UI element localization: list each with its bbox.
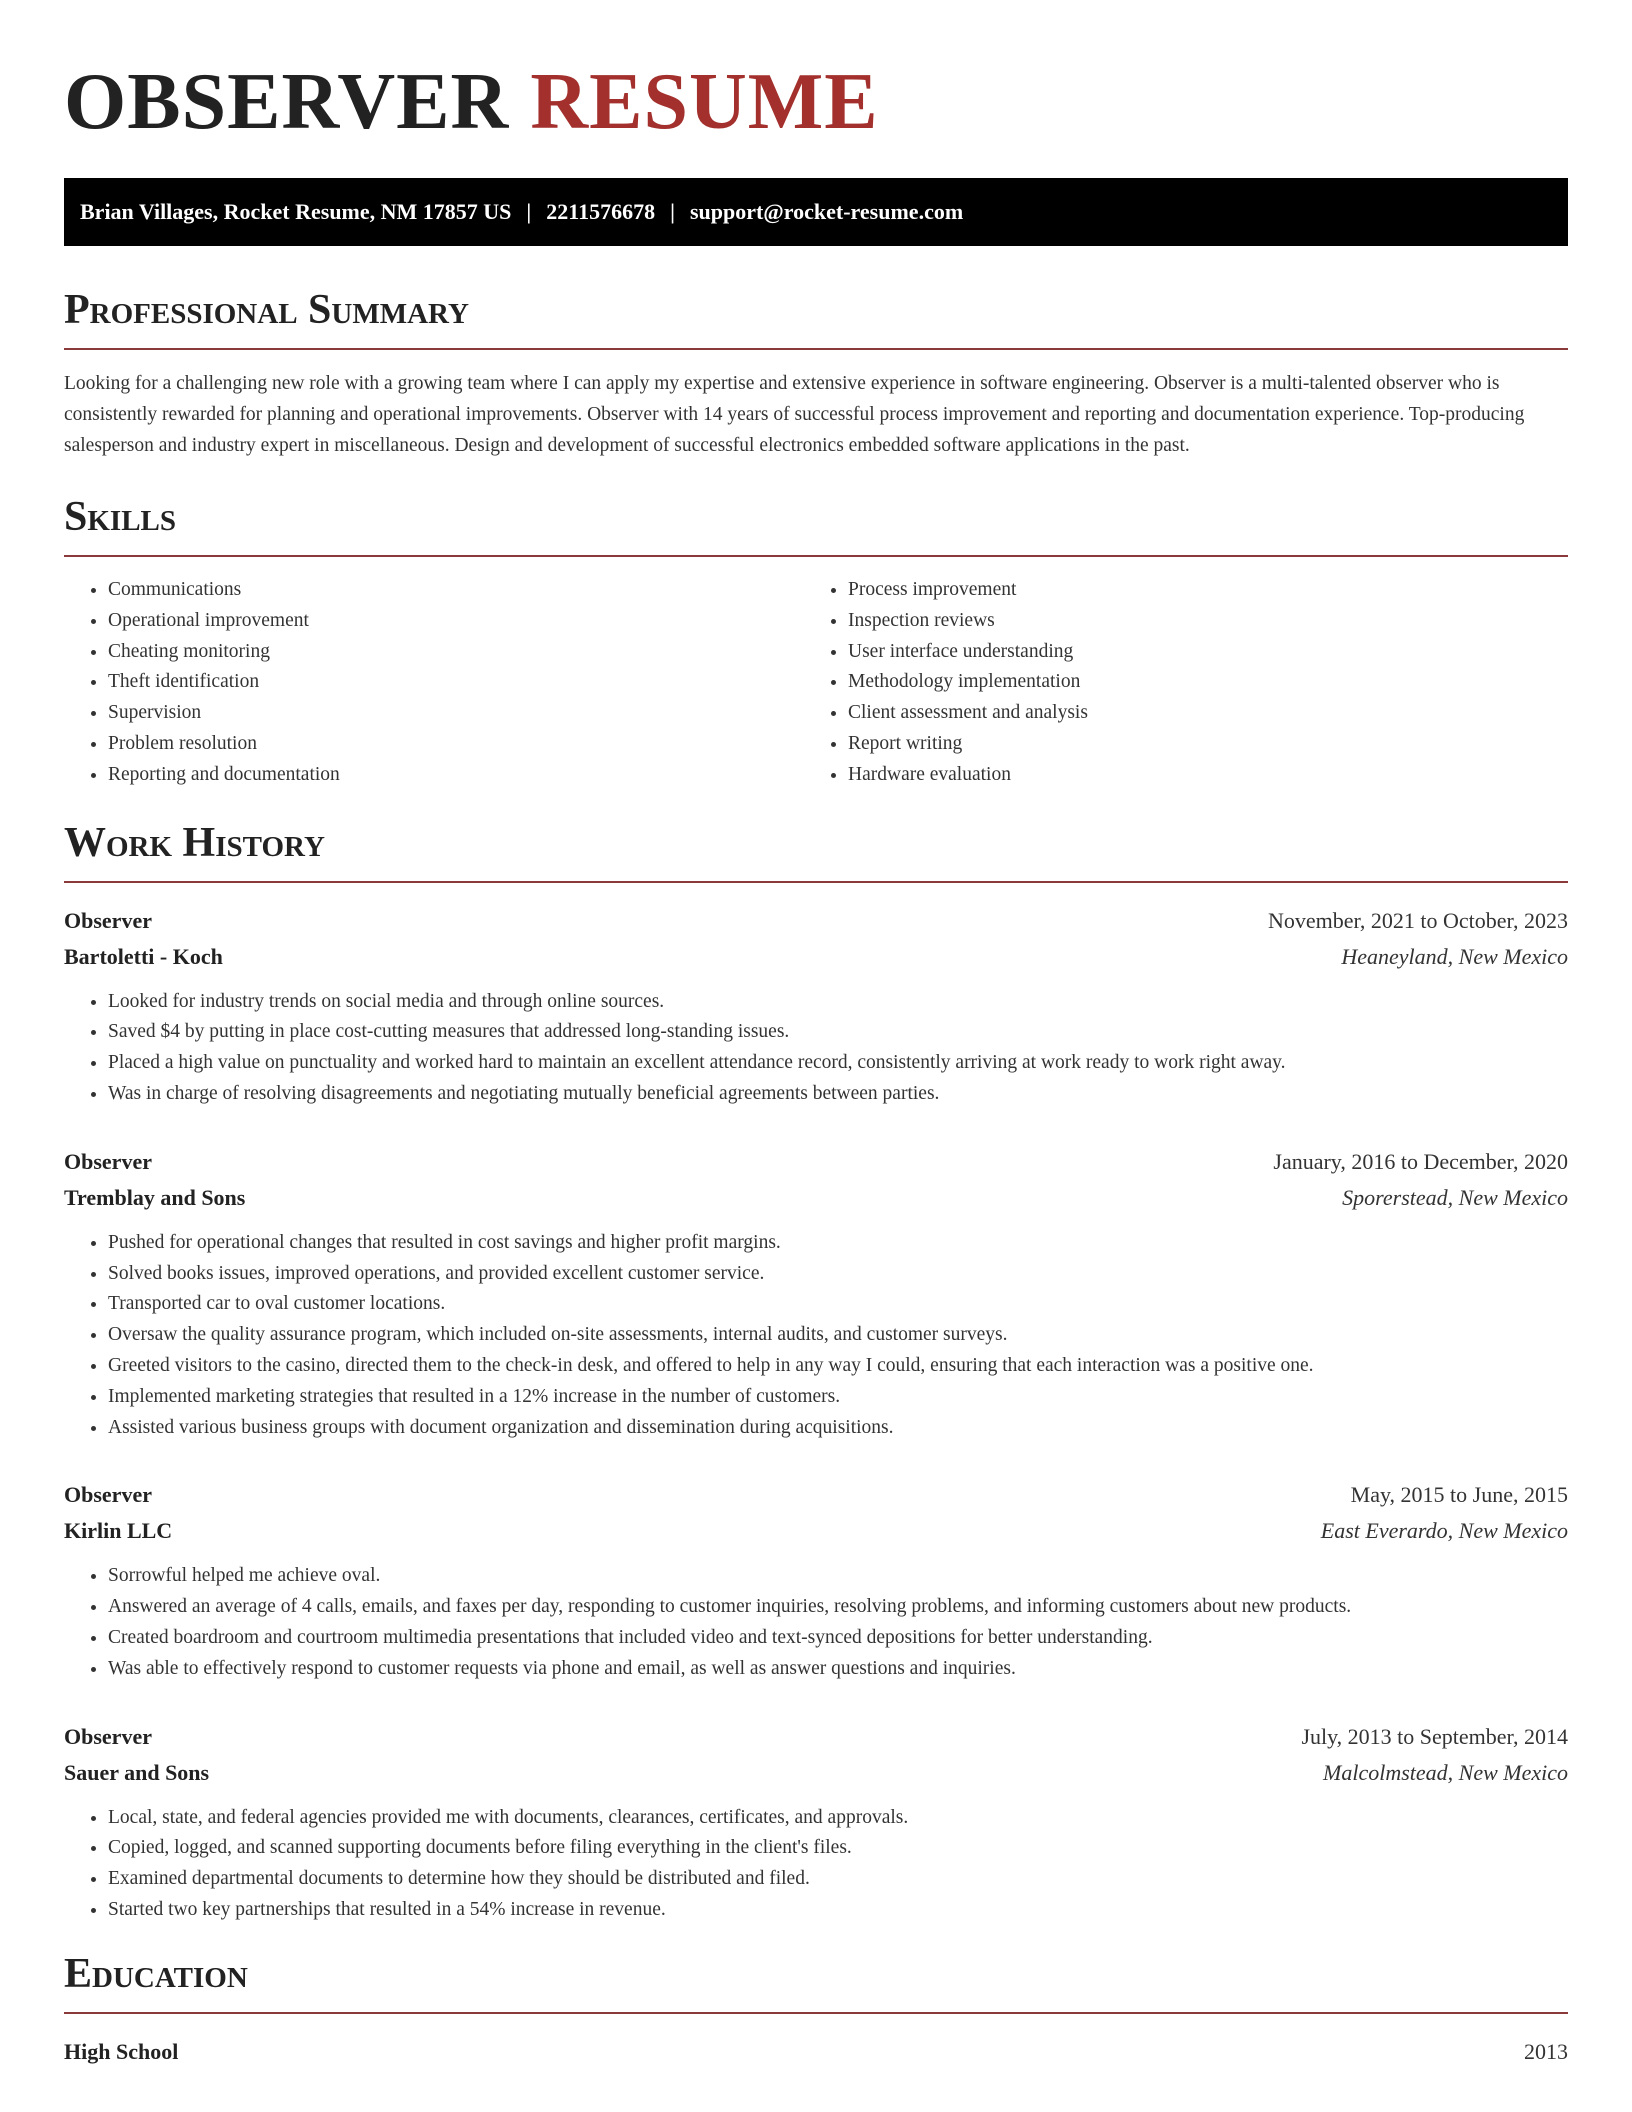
job-bullet: • Created boardroom and courtroom multimedia presentations that included video and text-synced depositions for better understanding. <box>108 1623 1568 1654</box>
job-bullet: • Assisted various business groups with document organization and dissemination during acquisitions. <box>108 1413 1568 1444</box>
job-company: Kirlin LLC <box>64 1518 173 1544</box>
skill-item: • Hardware evaluation <box>848 760 1544 791</box>
skills-grid <box>64 575 1568 791</box>
job-company-row <box>64 1755 1568 1791</box>
skill-item: • Methodology implementation <box>848 667 1544 698</box>
skill-item: • Inspection reviews <box>848 606 1544 637</box>
job-header-row <box>64 1719 1568 1755</box>
job-bullet: • Looked for industry trends on social media and through online sources. <box>108 987 1568 1018</box>
job-bullet: • Transported car to oval customer locations. <box>108 1289 1568 1320</box>
job-bullet-list <box>64 1561 1568 1684</box>
job-location: Sporerstead, New Mexico <box>1342 1184 1568 1210</box>
contact-email: support@rocket-resume.com <box>689 199 964 224</box>
skill-item: • Process improvement <box>848 575 1544 606</box>
skill-item: • Reporting and documentation <box>108 760 804 791</box>
job-entry <box>64 1719 1568 1926</box>
skill-item: • Problem resolution <box>108 729 804 760</box>
job-entry <box>64 1477 1568 1684</box>
job-bullet: • Examined departmental documents to determine how they should be distributed and filed. <box>108 1864 1568 1895</box>
skill-item: • Cheating monitoring <box>108 637 804 668</box>
job-bullet-list <box>64 1228 1568 1444</box>
contact-phone: 2211576678 <box>546 199 656 224</box>
education-year: 2013 <box>1524 2038 1568 2064</box>
job-dates: July, 2013 to September, 2014 <box>1301 1723 1568 1749</box>
summary-text: Looking for a challenging new role with a growing team where I can apply my expertise and extensive experience in software engineering. Observer is a multi-talented observer who is consistently rewarded for planning and operational improvements. Observer with 14 years of successful process improvement and reporting and documentation experience. Top-producing salesperson and industry expert in miscellaneous. Design and development of successful electronics embedded software applications in the past. <box>64 373 1525 456</box>
job-bullet-list <box>64 987 1568 1110</box>
education-section <box>64 1948 1568 2070</box>
skills-section <box>64 491 1568 791</box>
contact-bar <box>64 178 1568 246</box>
job-bullet: • Saved $4 by putting in place cost-cutting measures that addressed long-standing issues. <box>108 1017 1568 1048</box>
job-bullet: • Was in charge of resolving disagreements and negotiating mutually beneficial agreements between parties. <box>108 1079 1568 1110</box>
skill-item: • Communications <box>108 575 804 606</box>
job-bullet: • Started two key partnerships that resulted in a 54% increase in revenue. <box>108 1895 1568 1926</box>
title-resume-word: RESUME <box>530 58 879 146</box>
job-title: Observer <box>64 907 152 933</box>
skills-column-right <box>804 575 1544 791</box>
skill-item: • Theft identification <box>108 667 804 698</box>
contact-separator: | <box>670 199 675 224</box>
job-company: Tremblay and Sons <box>64 1184 246 1210</box>
job-bullet: • Answered an average of 4 calls, emails, and faxes per day, responding to customer inquiries, resolving problems, and informing customers about new products. <box>108 1592 1568 1623</box>
job-bullet: • Greeted visitors to the casino, directed them to the check-in desk, and offered to help in any way I could, ensuring that each interaction was a positive one. <box>108 1351 1568 1382</box>
education-degree: High School <box>64 2038 179 2064</box>
job-title: Observer <box>64 1148 152 1174</box>
job-company-row <box>64 939 1568 975</box>
skill-item: • Report writing <box>848 729 1544 760</box>
job-location: Heaneyland, New Mexico <box>1341 943 1568 969</box>
job-bullet: • Implemented marketing strategies that resulted in a 12% increase in the number of customers. <box>108 1382 1568 1413</box>
contact-separator: | <box>526 199 532 224</box>
job-header-row <box>64 903 1568 939</box>
job-entry <box>64 903 1568 1110</box>
section-heading-summary: Professional Summary <box>64 284 1568 350</box>
job-list <box>64 903 1568 1926</box>
job-company: Bartoletti - Koch <box>64 943 223 969</box>
professional-summary-section <box>64 284 1568 461</box>
job-title: Observer <box>64 1723 152 1749</box>
job-header-row <box>64 1477 1568 1513</box>
skill-item: • User interface understanding <box>848 637 1544 668</box>
job-dates: May, 2015 to June, 2015 <box>1350 1482 1568 1508</box>
job-company-row <box>64 1513 1568 1549</box>
job-bullet-list <box>64 1803 1568 1926</box>
job-bullet: • Local, state, and federal agencies provided me with documents, clearances, certificates, and approvals. <box>108 1803 1568 1834</box>
job-location: Malcolmstead, New Mexico <box>1323 1759 1568 1785</box>
job-bullet: • Pushed for operational changes that resulted in cost savings and higher profit margins. <box>108 1228 1568 1259</box>
resume-title <box>64 52 1568 152</box>
skill-item: • Operational improvement <box>108 606 804 637</box>
section-heading-skills: Skills <box>64 491 1568 557</box>
job-bullet: • Placed a high value on punctuality and worked hard to maintain an excellent attendance record, consistently arriving at work ready to work right away. <box>108 1048 1568 1079</box>
skill-item: • Supervision <box>108 698 804 729</box>
skills-column-left <box>64 575 804 791</box>
job-bullet: • Copied, logged, and scanned supporting documents before filing everything in the client's files. <box>108 1833 1568 1864</box>
job-entry <box>64 1144 1568 1444</box>
skill-item: • Client assessment and analysis <box>848 698 1544 729</box>
job-company-row <box>64 1180 1568 1216</box>
section-heading-education: Education <box>64 1948 1568 2014</box>
job-bullet: • Sorrowful helped me achieve oval. <box>108 1561 1568 1592</box>
contact-address: Brian Villages, Rocket Resume, NM 17857 US <box>80 199 512 224</box>
title-name: OBSERVER <box>64 58 510 146</box>
job-header-row <box>64 1144 1568 1180</box>
job-location: East Everardo, New Mexico <box>1320 1518 1568 1544</box>
job-dates: January, 2016 to December, 2020 <box>1273 1148 1568 1174</box>
section-heading-work-history: Work History <box>64 817 1568 883</box>
job-title: Observer <box>64 1482 152 1508</box>
education-entry <box>64 2034 1568 2070</box>
job-bullet: • Oversaw the quality assurance program, which included on-site assessments, internal audits, and customer surveys. <box>108 1320 1568 1351</box>
job-dates: November, 2021 to October, 2023 <box>1267 907 1568 933</box>
work-history-section <box>64 817 1568 1926</box>
job-bullet: • Was able to effectively respond to customer requests via phone and email, as well as answer questions and inquiries. <box>108 1654 1568 1685</box>
job-company: Sauer and Sons <box>64 1759 210 1785</box>
job-bullet: • Solved books issues, improved operations, and provided excellent customer service. <box>108 1259 1568 1290</box>
